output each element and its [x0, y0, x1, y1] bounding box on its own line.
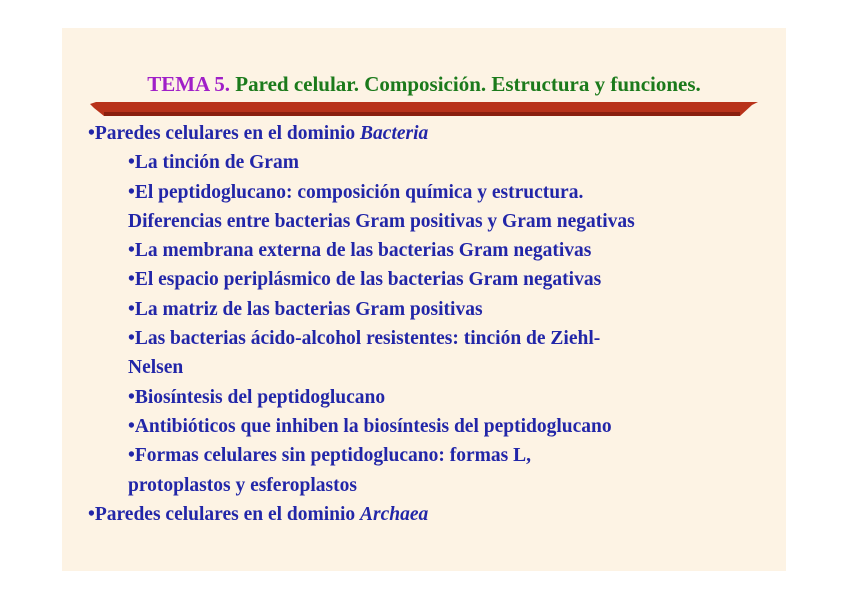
bullet-wall-less-forms-cont: protoplastos y esferoplastos	[128, 474, 357, 496]
bullet-periplasm: •El espacio periplásmico de las bacterias Gram negativas	[128, 269, 602, 291]
title-text: Pared celular. Composición. Estructura y funciones.	[235, 72, 701, 96]
bullet-gram-stain: •La tinción de Gram	[128, 152, 299, 174]
bullet-gram-positive-matrix: •La matriz de las bacterias Gram positivas	[128, 298, 483, 320]
bullet-wall-less-forms: •Formas celulares sin peptidoglucano: formas L,	[128, 445, 531, 467]
slide	[62, 28, 786, 571]
bullet-archaea: •Paredes celulares en el dominio Archaea	[88, 503, 429, 525]
slide-title	[62, 72, 786, 97]
outline	[88, 119, 778, 529]
bullet-antibiotics: •Antibióticos que inhiben la biosíntesis del peptidoglucano	[128, 415, 612, 437]
bullet-bacteria: •Paredes celulares en el dominio Bacteria	[88, 123, 429, 144]
bullet-peptidoglycan-cont: Diferencias entre bacterias Gram positivas y Gram negativas	[128, 210, 635, 232]
bullet-acid-fast: •Las bacterias ácido-alcohol resistentes: tinción de Ziehl-	[128, 328, 601, 350]
bullet-peptidoglycan: •El peptidoglucano: composición química y estructura.	[128, 181, 584, 203]
bullet-acid-fast-cont: Nelsen	[128, 357, 184, 379]
bullet-biosynthesis: •Biosíntesis del peptidoglucano	[128, 386, 386, 408]
title-number: TEMA 5.	[147, 72, 231, 96]
bullet-outer-membrane: •La membrana externa de las bacterias Gram negativas	[128, 240, 592, 262]
title-divider	[90, 102, 758, 116]
